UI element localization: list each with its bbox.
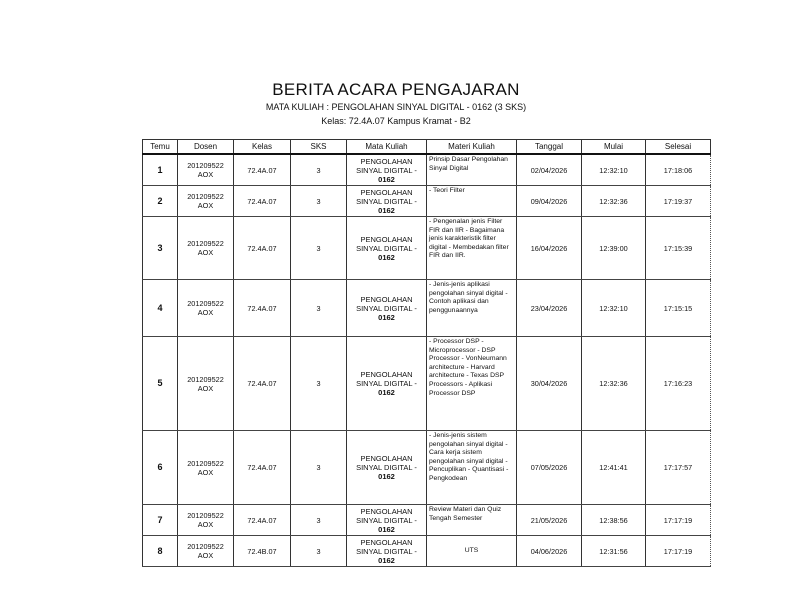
cell-mata-kuliah	[347, 337, 427, 431]
cell-materi: - Teori Filter	[427, 186, 517, 217]
cell-mata-kuliah	[347, 280, 427, 337]
mk-code: 0162	[378, 252, 395, 262]
mk-name: PENGOLAHAN SINYAL DIGITAL -	[356, 294, 417, 313]
mk-name: PENGOLAHAN SINYAL DIGITAL -	[356, 234, 417, 253]
cell-selesai: 17:18:06	[646, 154, 711, 186]
cell-kelas: 72.4A.07	[234, 337, 291, 431]
cell-tanggal: 21/05/2026	[517, 505, 582, 536]
dosen-id: 201209522	[187, 542, 224, 551]
cell-dosen	[178, 431, 234, 505]
cell-temu: 7	[143, 505, 178, 536]
table-row	[143, 431, 711, 505]
cell-kelas: 72.4A.07	[234, 280, 291, 337]
cell-materi: - Jenis-jenis sistem pengolahan sinyal digital - Cara kerja sistem pengolahan sinyal digital - Pencuplikan - Quantisasi - Pengkodean	[427, 431, 517, 505]
cell-selesai: 17:17:19	[646, 536, 711, 567]
table-header-row	[143, 140, 711, 155]
header-tanggal: Tanggal	[517, 140, 582, 155]
dosen-id: 201209522	[187, 458, 224, 468]
cell-mata-kuliah	[347, 154, 427, 186]
dosen-code: AOX	[197, 248, 214, 257]
mk-code: 0162	[378, 555, 395, 565]
cell-tanggal: 30/04/2026	[517, 337, 582, 431]
dosen-id: 201209522	[187, 511, 224, 520]
dosen-code: AOX	[197, 551, 214, 560]
cell-dosen	[178, 337, 234, 431]
cell-materi: Review Materi dan Quiz Tengah Semester	[427, 505, 517, 536]
cell-temu: 5	[143, 337, 178, 431]
cell-mata-kuliah	[347, 217, 427, 280]
dosen-code: AOX	[197, 170, 214, 179]
table-row	[143, 154, 711, 186]
cell-temu: 3	[143, 217, 178, 280]
dosen-code: AOX	[197, 467, 214, 477]
cell-temu: 1	[143, 154, 178, 186]
cell-mulai: 12:31:56	[582, 536, 646, 567]
cell-kelas: 72.4A.07	[234, 154, 291, 186]
mk-name: PENGOLAHAN SINYAL DIGITAL -	[356, 370, 417, 388]
cell-mulai: 12:39:00	[582, 217, 646, 280]
mk-name: PENGOLAHAN SINYAL DIGITAL -	[356, 454, 417, 472]
header-mulai: Mulai	[582, 140, 646, 155]
cell-mata-kuliah	[347, 505, 427, 536]
cell-tanggal: 02/04/2026	[517, 154, 582, 186]
header-kelas: Kelas	[234, 140, 291, 155]
cell-mulai: 12:32:36	[582, 186, 646, 217]
cell-mata-kuliah	[347, 186, 427, 217]
mk-code: 0162	[378, 174, 395, 184]
mk-name: PENGOLAHAN SINYAL DIGITAL -	[356, 156, 417, 175]
cell-mata-kuliah	[347, 431, 427, 505]
cell-sks: 3	[291, 536, 347, 567]
course-subtitle: MATA KULIAH : PENGOLAHAN SINYAL DIGITAL - 0162 (3 SKS)	[265, 102, 527, 112]
cell-temu: 6	[143, 431, 178, 505]
table-row	[143, 536, 711, 567]
mk-name: PENGOLAHAN SINYAL DIGITAL -	[356, 537, 417, 556]
document-title: BERITA ACARA PENGAJARAN	[272, 80, 520, 99]
header-mata-kuliah: Mata Kuliah	[347, 140, 427, 155]
mk-code: 0162	[378, 205, 395, 215]
cell-mulai: 12:32:10	[582, 280, 646, 337]
cell-sks: 3	[291, 337, 347, 431]
cell-materi: - Pengenalan jenis Filter FIR dan IIR - Bagaimana jenis karakteristik filter digital - Membedakan filter FIR dan IIR.	[427, 217, 517, 280]
cell-sks: 3	[291, 217, 347, 280]
cell-materi: UTS	[427, 536, 517, 567]
cell-tanggal: 23/04/2026	[517, 280, 582, 337]
cell-sks: 3	[291, 505, 347, 536]
table-row	[143, 280, 711, 337]
header-dosen: Dosen	[178, 140, 234, 155]
cell-kelas: 72.4A.07	[234, 217, 291, 280]
table-row	[143, 217, 711, 280]
cell-selesai: 17:15:15	[646, 280, 711, 337]
dosen-code: AOX	[197, 520, 214, 529]
dosen-id: 201209522	[187, 239, 224, 248]
cell-materi: Prinsip Dasar Pengolahan Sinyal Digital	[427, 154, 517, 186]
cell-kelas: 72.4A.07	[234, 505, 291, 536]
cell-temu: 8	[143, 536, 178, 567]
dosen-id: 201209522	[187, 299, 224, 308]
header-sks: SKS	[291, 140, 347, 155]
header-materi-kuliah: Materi Kuliah	[427, 140, 517, 155]
cell-sks: 3	[291, 154, 347, 186]
cell-selesai: 17:19:37	[646, 186, 711, 217]
dosen-code: AOX	[197, 201, 214, 210]
cell-mulai: 12:32:36	[582, 337, 646, 431]
cell-mata-kuliah	[347, 536, 427, 567]
dosen-id: 201209522	[187, 192, 224, 201]
cell-temu: 2	[143, 186, 178, 217]
header-temu: Temu	[143, 140, 178, 155]
dosen-id: 201209522	[187, 161, 224, 170]
dosen-id: 201209522	[187, 374, 224, 384]
cell-materi: - Jenis-jenis aplikasi pengolahan sinyal digital - Contoh aplikasi dan penggunaannya	[427, 280, 517, 337]
mk-code: 0162	[378, 312, 395, 322]
mk-name: PENGOLAHAN SINYAL DIGITAL -	[356, 187, 417, 206]
cell-materi: - Processor DSP - Microprocessor - DSP Processor - VonNeumann architecture - Harvard architecture - Texas DSP Processors - Aplikasi Processor DSP	[427, 337, 517, 431]
cell-sks: 3	[291, 280, 347, 337]
table-row	[143, 505, 711, 536]
mk-code: 0162	[378, 388, 395, 397]
cell-tanggal: 07/05/2026	[517, 431, 582, 505]
cell-selesai: 17:15:39	[646, 217, 711, 280]
cell-mulai: 12:32:10	[582, 154, 646, 186]
cell-mulai: 12:38:56	[582, 505, 646, 536]
table-row	[143, 337, 711, 431]
dosen-code: AOX	[197, 308, 214, 317]
cell-kelas: 72.4B.07	[234, 536, 291, 567]
cell-sks: 3	[291, 186, 347, 217]
cell-dosen	[178, 536, 234, 567]
dosen-code: AOX	[197, 383, 214, 393]
cell-dosen	[178, 217, 234, 280]
header-selesai: Selesai	[646, 140, 711, 155]
cell-dosen	[178, 505, 234, 536]
mk-code: 0162	[378, 472, 395, 481]
cell-sks: 3	[291, 431, 347, 505]
mk-name: PENGOLAHAN SINYAL DIGITAL -	[356, 506, 417, 525]
cell-tanggal: 16/04/2026	[517, 217, 582, 280]
cell-tanggal: 09/04/2026	[517, 186, 582, 217]
cell-dosen	[178, 154, 234, 186]
cell-selesai: 17:17:19	[646, 505, 711, 536]
cell-temu: 4	[143, 280, 178, 337]
class-subtitle: Kelas: 72.4A.07 Kampus Kramat - B2	[321, 116, 471, 126]
attendance-table	[142, 139, 711, 567]
cell-dosen	[178, 280, 234, 337]
mk-code: 0162	[378, 524, 395, 534]
table-row	[143, 186, 711, 217]
cell-selesai: 17:16:23	[646, 337, 711, 431]
cell-dosen	[178, 186, 234, 217]
cell-kelas: 72.4A.07	[234, 431, 291, 505]
cell-mulai: 12:41:41	[582, 431, 646, 505]
cell-tanggal: 04/06/2026	[517, 536, 582, 567]
cell-selesai: 17:17:57	[646, 431, 711, 505]
cell-kelas: 72.4A.07	[234, 186, 291, 217]
